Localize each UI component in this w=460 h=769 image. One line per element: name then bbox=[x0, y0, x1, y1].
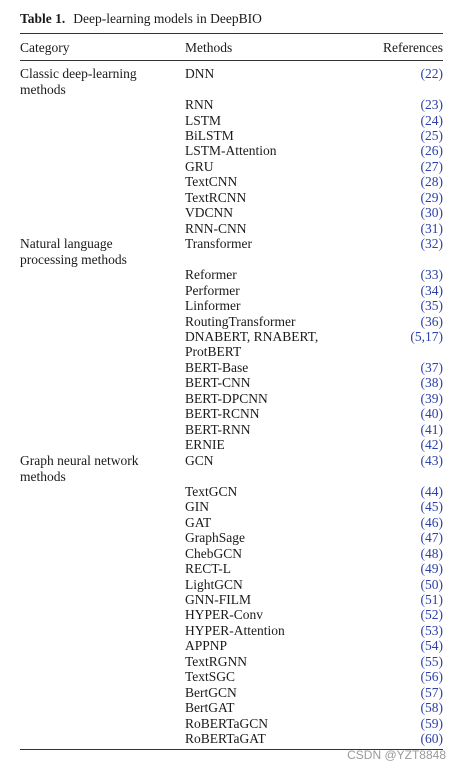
method-cell: Transformer bbox=[185, 236, 252, 251]
reference-link[interactable]: (34) bbox=[420, 283, 443, 298]
reference-link[interactable]: (29) bbox=[420, 190, 443, 205]
reference-link[interactable]: (38) bbox=[420, 375, 443, 390]
table-caption bbox=[20, 11, 262, 27]
method-cell: RNN bbox=[185, 97, 214, 112]
reference-link[interactable]: (30) bbox=[420, 205, 443, 220]
reference-link[interactable]: (5,17) bbox=[410, 329, 443, 344]
method-cell: BertGAT bbox=[185, 700, 235, 715]
reference-link[interactable]: (28) bbox=[420, 174, 443, 189]
reference-link[interactable]: (37) bbox=[420, 360, 443, 375]
reference-link[interactable]: (59) bbox=[420, 716, 443, 731]
method-cell: RoutingTransformer bbox=[185, 314, 296, 329]
method-cell: Performer bbox=[185, 283, 240, 298]
method-cell: GIN bbox=[185, 499, 209, 514]
category-label: Graph neural network methods bbox=[20, 453, 139, 484]
reference-link[interactable]: (22) bbox=[420, 66, 443, 81]
reference-link[interactable]: (48) bbox=[420, 546, 443, 561]
method-cell: ChebGCN bbox=[185, 546, 242, 561]
header-rule bbox=[20, 60, 443, 61]
reference-link[interactable]: (40) bbox=[420, 406, 443, 421]
method-cell: HYPER-Attention bbox=[185, 623, 285, 638]
method-cell: ERNIE bbox=[185, 437, 225, 452]
method-cell: BERT-CNN bbox=[185, 375, 251, 390]
method-cell: Reformer bbox=[185, 267, 237, 282]
method-cell: GCN bbox=[185, 453, 214, 468]
method-cell: TextCNN bbox=[185, 174, 238, 189]
method-cell: HYPER-Conv bbox=[185, 607, 264, 622]
method-cell: TextGCN bbox=[185, 484, 238, 499]
reference-link[interactable]: (24) bbox=[420, 113, 443, 128]
reference-link[interactable]: (26) bbox=[420, 143, 443, 158]
reference-link[interactable]: (53) bbox=[420, 623, 443, 638]
method-cell: LightGCN bbox=[185, 577, 243, 592]
top-rule bbox=[20, 33, 443, 34]
reference-link[interactable]: (55) bbox=[420, 654, 443, 669]
reference-link[interactable]: (51) bbox=[420, 592, 443, 607]
category-label: Classic deep-learning methods bbox=[20, 66, 137, 97]
reference-link[interactable]: (50) bbox=[420, 577, 443, 592]
reference-link[interactable]: (33) bbox=[420, 267, 443, 282]
method-cell: GraphSage bbox=[185, 530, 245, 545]
caption-label: Table 1. bbox=[20, 11, 66, 26]
reference-link[interactable]: (43) bbox=[420, 453, 443, 468]
method-cell: APPNP bbox=[185, 638, 228, 653]
reference-link[interactable]: (42) bbox=[420, 437, 443, 452]
method-cell: Linformer bbox=[185, 298, 241, 313]
reference-link[interactable]: (56) bbox=[420, 669, 443, 684]
method-cell: BiLSTM bbox=[185, 128, 234, 143]
reference-link[interactable]: (57) bbox=[420, 685, 443, 700]
reference-link[interactable]: (49) bbox=[420, 561, 443, 576]
reference-link[interactable]: (46) bbox=[420, 515, 443, 530]
reference-link[interactable]: (27) bbox=[420, 159, 443, 174]
method-cell: RoBERTaGAT bbox=[185, 731, 266, 746]
method-cell: LSTM-Attention bbox=[185, 143, 277, 158]
reference-link[interactable]: (39) bbox=[420, 391, 443, 406]
header-methods: Methods bbox=[185, 40, 233, 55]
method-cell: BERT-RCNN bbox=[185, 406, 260, 421]
reference-link[interactable]: (25) bbox=[420, 128, 443, 143]
reference-link[interactable]: (52) bbox=[420, 607, 443, 622]
method-cell: GAT bbox=[185, 515, 212, 530]
caption-title: Deep-learning models in DeepBIO bbox=[73, 11, 262, 26]
method-cell: VDCNN bbox=[185, 205, 234, 220]
method-cell: GRU bbox=[185, 159, 214, 174]
method-cell: RNN-CNN bbox=[185, 221, 247, 236]
method-cell: TextRGNN bbox=[185, 654, 248, 669]
method-cell: BERT-Base bbox=[185, 360, 249, 375]
method-cell: GNN-FILM bbox=[185, 592, 251, 607]
reference-link[interactable]: (58) bbox=[420, 700, 443, 715]
method-cell: DNN bbox=[185, 66, 215, 81]
reference-link[interactable]: (36) bbox=[420, 314, 443, 329]
method-cell: ProtBERT bbox=[185, 344, 242, 359]
category-label: Natural language processing methods bbox=[20, 236, 127, 267]
reference-link[interactable]: (32) bbox=[420, 236, 443, 251]
method-cell: BERT-DPCNN bbox=[185, 391, 268, 406]
reference-link[interactable]: (54) bbox=[420, 638, 443, 653]
method-cell: DNABERT, RNABERT, bbox=[185, 329, 319, 344]
reference-link[interactable]: (31) bbox=[420, 221, 443, 236]
header-references: References bbox=[383, 40, 443, 55]
header-category: Category bbox=[20, 40, 70, 55]
watermark: CSDN @YZT8848 bbox=[347, 748, 446, 762]
reference-link[interactable]: (35) bbox=[420, 298, 443, 313]
reference-link[interactable]: (47) bbox=[420, 530, 443, 545]
method-cell: TextRCNN bbox=[185, 190, 247, 205]
reference-link[interactable]: (44) bbox=[420, 484, 443, 499]
reference-link[interactable]: (45) bbox=[420, 499, 443, 514]
method-cell: LSTM bbox=[185, 113, 222, 128]
reference-link[interactable]: (60) bbox=[420, 731, 443, 746]
reference-link[interactable]: (41) bbox=[420, 422, 443, 437]
method-cell: BERT-RNN bbox=[185, 422, 251, 437]
method-cell: BertGCN bbox=[185, 685, 237, 700]
method-cell: TextSGC bbox=[185, 669, 236, 684]
reference-link[interactable]: (23) bbox=[420, 97, 443, 112]
method-cell: RoBERTaGCN bbox=[185, 716, 268, 731]
method-cell: RECT-L bbox=[185, 561, 232, 576]
